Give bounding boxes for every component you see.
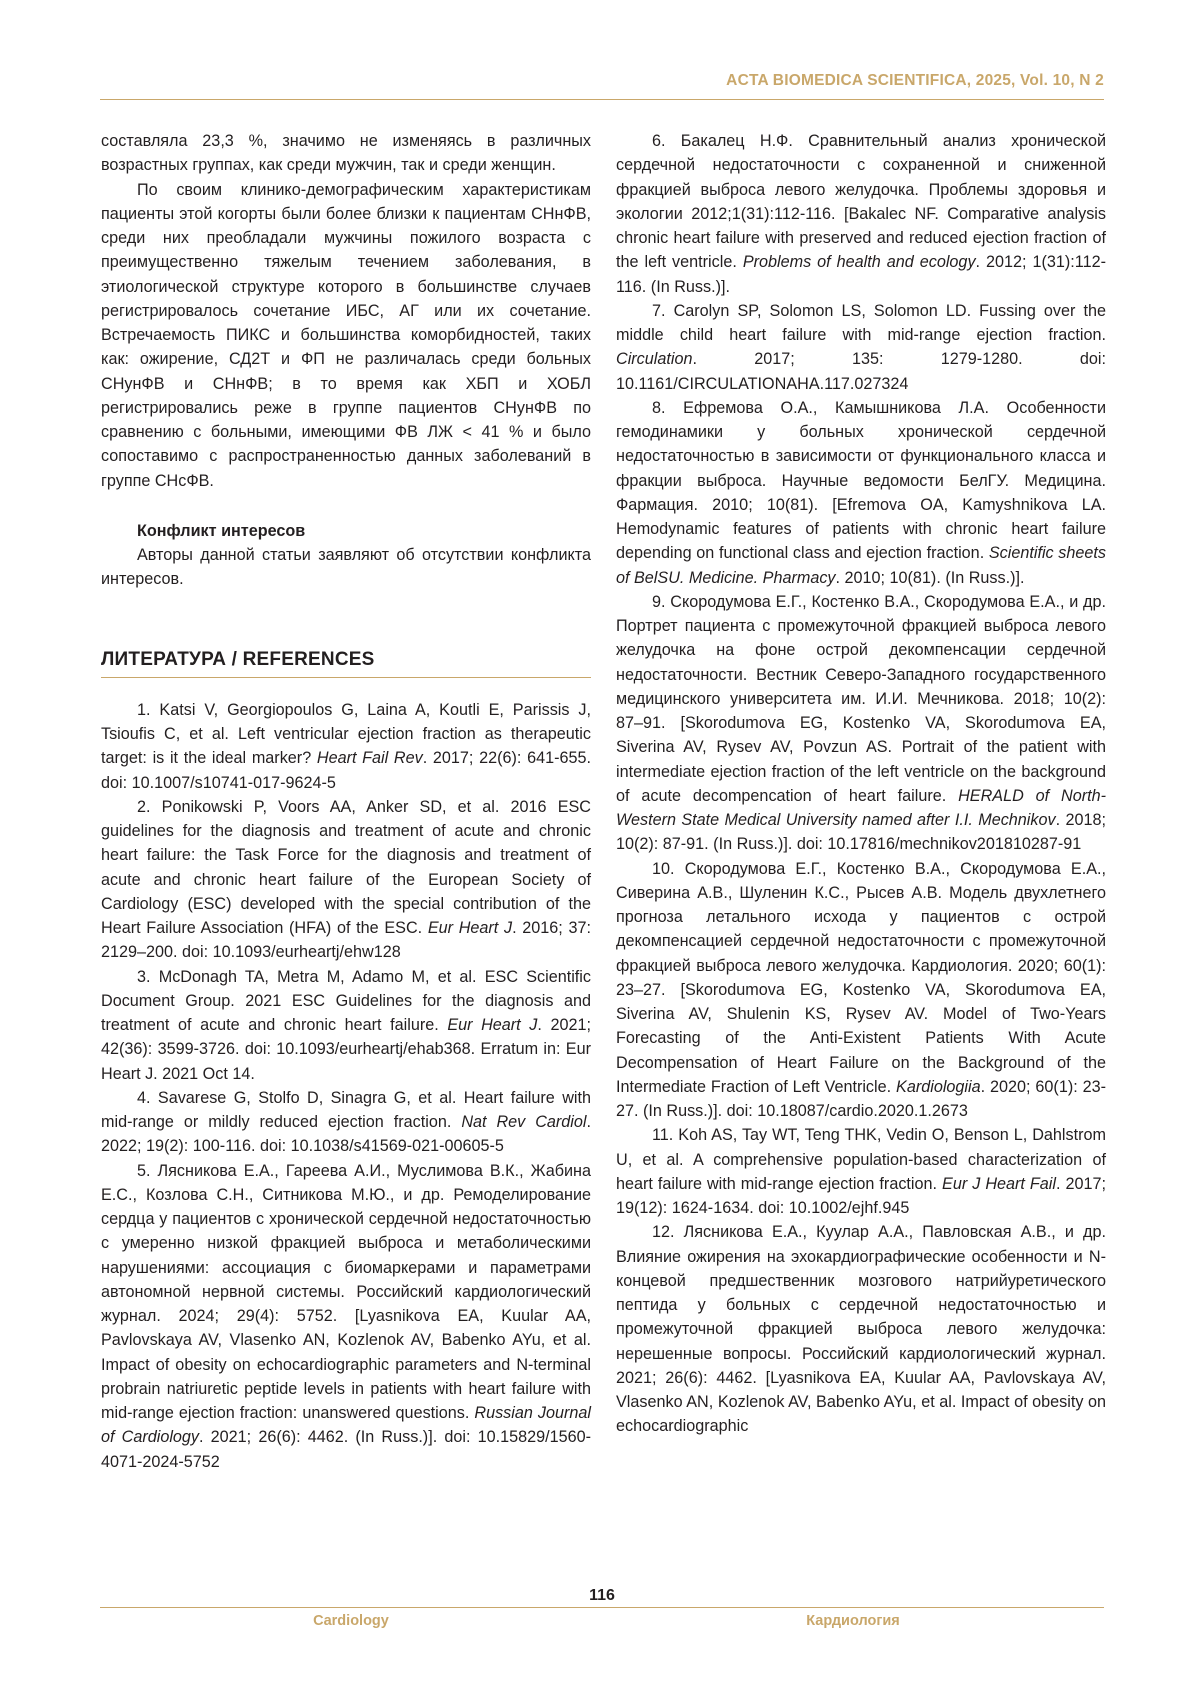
body-paragraph-1: составляла 23,3 %, значимо не изменяясь в различных возрастных группах, как среди мужчин, так и среди женщин. [101,132,591,175]
body-paragraph-2: По своим клинико-демографическим характеристикам пациенты этой когорты были более близки к пациентам СНнФВ, среди них преобладали мужчины пожилого возраста с преимущественно тяжелым течением заболевания, в этиологической структуре которого в большинстве случаев регистрировалось сочетание ИБС, АГ или их сочетание. Встречаемость ПИКС и большинства коморбидностей, таких как: ожирение, СД2Т и ФП не различалась среди больных СНунФВ и СНнФВ; в то время как ХБП и ХОБЛ регистрировались реже в группе пациентов СНунФВ по сравнению с больными, имеющими ФВ ЛЖ < 41 % и было сопоставимо с распространенностью данных заболеваний в группе СНсФВ. [101,180,591,490]
reference-12: 12. Лясникова Е.А., Куулар А.А., Павловская А.В., и др. Влияние ожирения на эхокардиографические особенности и N-концевой предшественник мозгового натрийуретического пептида у больных с сердечной недостаточностью и промежуточной фракцией выброса левого желудочка: нерешенные вопросы. Российский кардиологический журнал. 2021; 26(6): 4462. [Lyasnikova EA, Kuular AA, Pavlovskaya AV, Vlasenko AN, Kozlenok AV, Babenko AYu, et al. Impact of obesity on echocardiographic [616,1223,1106,1436]
reference-9: 9. Скородумова Е.Г., Костенко В.А., Скородумова Е.А., и др. Портрет пациента с промежуточной фракцией выброса левого желудочка на фоне острой декомпенсации сердечной недостаточности. Вестник Северо-Западного государственного медицинского университета им. И.И. Мечникова. 2018; 10(2): 87–91. [Skorodumova EG, Kostenko VA, Skorodumova EA, Siverina AV, Rysev AV, Povzun AS. Portrait of the patient with intermediate ejection fraction of the left ventricle on the background of acute decompencation of heart failure. HERALD of North-Western State Medical University named after I.I. Mechnikov. 2018; 10(2): 87-91. (In Russ.)]. doi: 10.17816/mechnikov201810287-91 [616,592,1106,854]
left-column [101,129,591,1474]
right-column [616,129,1106,1439]
reference-4: 4. Savarese G, Stolfo D, Sinagra G, et al. Heart failure with mid-range or mildly reduced ejection fraction. Nat Rev Cardiol. 2022; 19(2): 100-116. doi: 10.1038/s41569-021-00605-5 [101,1088,591,1156]
journal-header: ACTA BIOMEDICA SCIENTIFICA, 2025, Vol. 10, N 2 [726,72,1104,89]
footer-section-en: Cardiology [313,1613,389,1629]
footer-section-ru: Кардиология [806,1613,900,1629]
conflict-heading: Конфликт интересов [137,521,306,540]
reference-2: 2. Ponikowski P, Voors AA, Anker SD, et al. 2016 ESC guidelines for the diagnosis and treatment of acute and chronic heart failure: the Task Force for the diagnosis and treatment of acute and chronic heart failure of the European Society of Cardiology (ESC) developed with the special contribution of the Heart Failure Association (HFA) of the ESC. Eur Heart J. 2016; 37: 2129–200. doi: 10.1093/eurheartj/ehw128 [101,797,591,962]
references-heading: ЛИТЕРАТУРА / REFERENCES [101,648,591,678]
reference-10: 10. Скородумова Е.Г., Костенко В.А., Скородумова Е.А., Сиверина А.В., Шуленин К.С., Рысев А.В. Модель двухлетнего прогноза летального исхода у пациентов с острой декомпенсацией сердечной недостаточности с промежуточной фракцией выброса левого желудочка. Кардиология. 2020; 60(1): 23–27. [Skorodumova EG, Kostenko VA, Skorodumova EA, Siverina AV, Shulenin KS, Rysev AV. Model of Two-Years Forecasting of the Anti-Existent Patients With Acute Decompensation of Heart Failure on the Background of the Intermediate Fraction of Left Ventricle. Kardiologiia. 2020; 60(1): 23-27. (In Russ.)]. doi: 10.18087/cardio.2020.1.2673 [616,859,1107,1120]
reference-6: 6. Бакалец Н.Ф. Сравнительный анализ хронической сердечной недостаточности с сохраненной и сниженной фракцией выброса левого желудочка. Проблемы здоровья и экологии 2012;1(31):112-116. [Bakalec NF. Comparative analysis chronic heart failure with preserved and reduced ejection fraction of the left ventricle. Problems of health and ecology. 2012; 1(31):112-116. (In Russ.)]. [616,132,1106,296]
reference-5: 5. Лясникова Е.А., Гареева А.И., Муслимова В.К., Жабина Е.С., Козлова С.Н., Ситникова М.Ю., и др. Ремоделирование сердца у пациентов с хронической сердечной недостаточностью с умеренно низкой фракцией выброса и метаболическими нарушениями: ассоциация с биомаркерами и параметрами автономной нервной системы. Российский кардиологический журнал. 2024; 29(4): 5752. [Lyasnikova EA, Kuular AA, Pavlovskaya AV, Vlasenko AN, Kozlenok AV, Babenko AYu, et al. Impact of obesity on echocardiographic parameters and N-terminal probrain natriuretic peptide levels in patients with heart failure with mid-range ejection fraction: unanswered questions. Russian Journal of Cardiology. 2021; 26(6): 4462. (In Russ.)]. doi: 10.15829/1560-4071-2024-5752 [101,1161,591,1471]
page-number: 116 [589,1587,615,1604]
reference-11: 11. Koh AS, Tay WT, Teng THK, Vedin O, Benson L, Dahlstrom U, et al. A comprehensive population-based characterization of heart failure with mid-range ejection fraction. Eur J Heart Fail. 2017; 19(12): 1624-1634. doi: 10.1002/ejhf.945 [616,1126,1106,1217]
reference-1: 1. Katsi V, Georgiopoulos G, Laina A, Koutli E, Parissis J, Tsioufis C, et al. Left ventricular ejection fraction as therapeutic target: is it the ideal marker? Heart Fail Rev. 2017; 22(6): 641-655. doi: 10.1007/s10741-017-9624-5 [101,700,591,792]
footer-divider [100,1607,1104,1608]
conflict-text: Авторы данной статьи заявляют об отсутствии конфликта интересов. [101,546,591,589]
reference-7: 7. Carolyn SP, Solomon LS, Solomon LD. Fussing over the middle child heart failure with mid-range ejection fraction. Circulation. 2017; 135: 1279-1280. doi: 10.1161/CIRCULATIONAHA.117.027324 [616,301,1106,393]
reference-3: 3. McDonagh TA, Metra M, Adamo M, et al. ESC Scientific Document Group. 2021 ESC Guidelines for the diagnosis and treatment of acute and chronic heart failure. Eur Heart J. 2021; 42(36): 3599-3726. doi: 10.1093/eurheartj/ehab368. Erratum in: Eur Heart J. 2021 Oct 14. [101,967,591,1083]
header-divider [100,99,1104,100]
reference-8: 8. Ефремова О.А., Камышникова Л.А. Особенности гемодинамики у больных хронической сердечной недостаточностью в зависимости от функционального класса и фракции выброса. Научные ведомости БелГУ. Медицина. Фармация. 2010; 10(81). [Efremova OA, Kamyshnikova LA. Hemodynamic features of patients with chronic heart failure depending on functional class and ejection fraction. Scientific sheets of BelSU. Medicine. Pharmacy. 2010; 10(81). (In Russ.)]. [616,398,1106,587]
